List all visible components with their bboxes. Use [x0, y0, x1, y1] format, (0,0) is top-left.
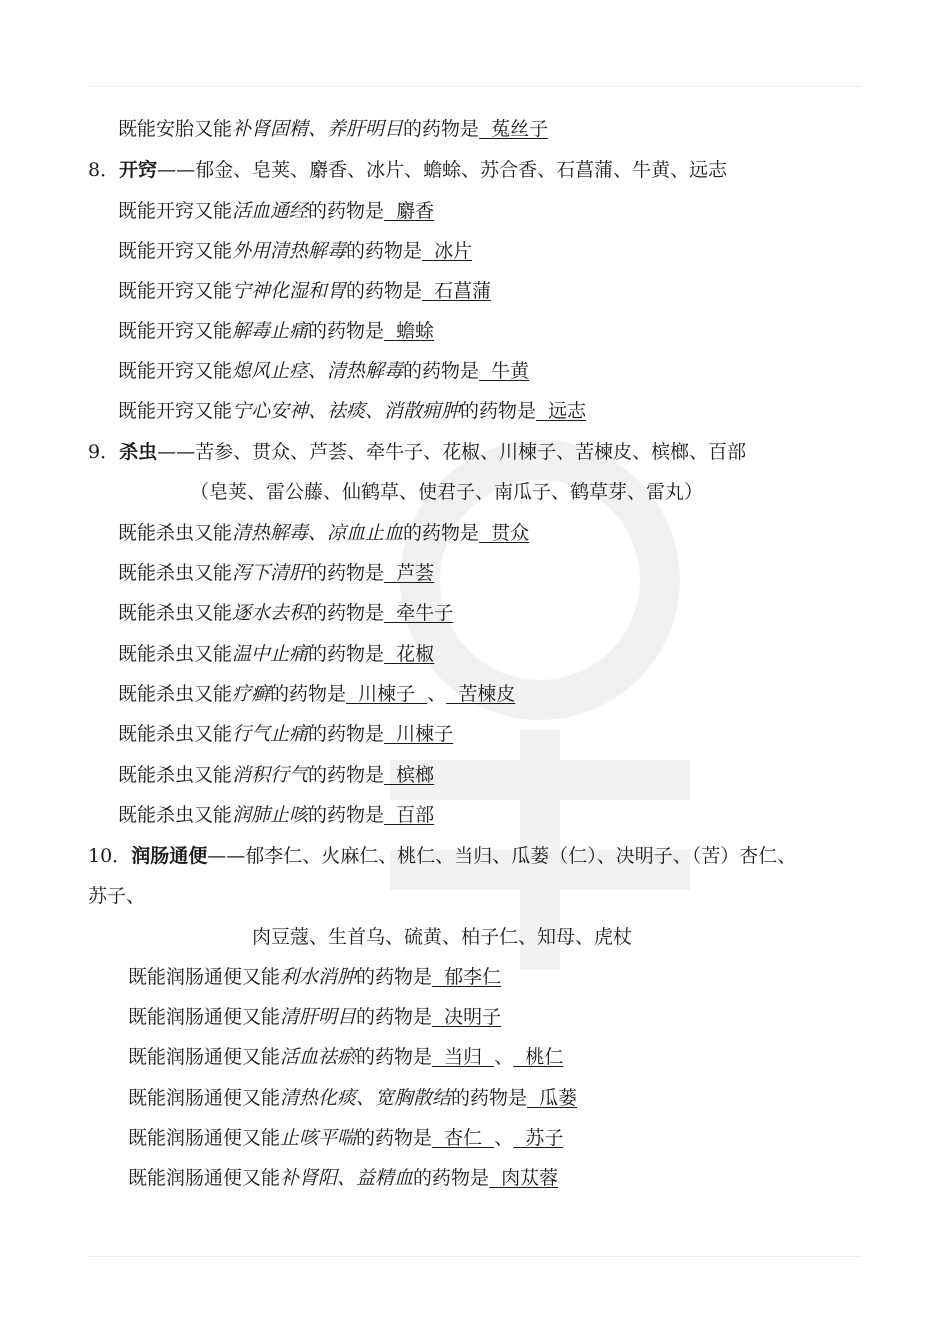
line-prefix: 既能杀虫又能: [118, 804, 233, 826]
line-answer: 花椒: [384, 643, 435, 665]
line-answer: 冰片: [422, 240, 473, 262]
continued-text: 苏子、: [88, 885, 146, 907]
line-effect: 泻下清肝: [232, 562, 309, 584]
line-answer: 川楝子: [346, 683, 428, 705]
line-effect: 宁心安神、祛痰、消散痈肿: [232, 400, 461, 422]
line-answer: 牵牛子: [384, 602, 454, 624]
line-effect: 疗癣: [232, 683, 271, 705]
question-line: [118, 358, 529, 384]
line-effect: 清肝明目: [280, 1006, 357, 1028]
line-answer-2: 桃仁: [513, 1046, 564, 1068]
line-prefix: 既能杀虫又能: [118, 522, 233, 544]
question-line: [128, 1165, 558, 1191]
section-title: 开窍: [119, 159, 158, 181]
line-mid: 的药物是: [356, 966, 433, 988]
question-line: [118, 762, 434, 788]
question-line: [118, 560, 434, 586]
section-list: ——郁李仁、火麻仁、桃仁、当归、瓜蒌（仁）、决明子、（苦）杏仁、: [207, 845, 797, 867]
question-line: [118, 721, 453, 747]
line-answer: 肉苁蓉: [489, 1167, 559, 1189]
line-prefix: 既能润肠通便又能: [128, 966, 281, 988]
line-mid: 的药物是: [346, 240, 423, 262]
line-answer: 远志: [536, 400, 587, 422]
question-line: [118, 641, 434, 667]
line-mid: 的药物是: [451, 1087, 528, 1109]
line-mid: 的药物是: [308, 562, 385, 584]
question-line: [128, 964, 501, 990]
line-answer-2: 苦楝皮: [446, 683, 516, 705]
line-prefix: 既能开窍又能: [118, 240, 233, 262]
line-effect: 熄风止痉、清热解毒: [232, 360, 404, 382]
section-list-continued: [88, 883, 145, 909]
question-line: [118, 600, 453, 626]
top-rule: [88, 86, 862, 87]
line-effect: 活血祛瘀: [280, 1046, 357, 1068]
line-answer: 决明子: [432, 1006, 502, 1028]
line-effect: 补肾阳、益精血: [280, 1167, 414, 1189]
line-prefix: 既能开窍又能: [118, 360, 233, 382]
bottom-rule: [88, 1256, 862, 1257]
question-line: [118, 198, 434, 224]
question-line: [118, 398, 586, 424]
line-mid: 的药物是: [346, 280, 423, 302]
line-prefix: 既能杀虫又能: [118, 643, 233, 665]
question-line: [128, 1125, 563, 1151]
line-prefix: 既能安胎又能: [118, 118, 233, 140]
line-mid: 的药物是: [270, 683, 347, 705]
line-mid: 的药物是: [308, 804, 385, 826]
line-answer: 郁李仁: [432, 966, 502, 988]
section-number: 8．: [88, 159, 120, 181]
line-prefix: 既能杀虫又能: [118, 723, 233, 745]
line-prefix: 既能开窍又能: [118, 200, 233, 222]
line-answer: 贯众: [479, 522, 530, 544]
line-prefix: 既能润肠通便又能: [128, 1167, 281, 1189]
line-answer: 杏仁: [432, 1127, 495, 1149]
line-effect: 补肾固精、养肝明目: [232, 118, 404, 140]
line-prefix: 既能杀虫又能: [118, 602, 233, 624]
section-extra-list: [190, 479, 703, 505]
line-answer: 当归: [432, 1046, 495, 1068]
section-heading: [88, 843, 796, 869]
section-list: ——苦参、贯众、芦荟、牵牛子、花椒、川楝子、苦楝皮、槟榔、百部: [157, 441, 747, 463]
answer-separator: 、: [494, 1127, 514, 1149]
line-answer: 芦荟: [384, 562, 435, 584]
line-effect: 润肺止咳: [232, 804, 309, 826]
line-mid: 的药物是: [356, 1046, 433, 1068]
line-effect: 解毒止痛: [232, 320, 309, 342]
question-line: [118, 802, 434, 828]
line-answer: 石菖蒲: [422, 280, 492, 302]
section-title: 杀虫: [119, 441, 158, 463]
section-number: 10．: [88, 845, 132, 867]
question-line: [118, 278, 491, 304]
section-number: 9．: [88, 441, 120, 463]
line-prefix: 既能润肠通便又能: [128, 1006, 281, 1028]
line-effect: 消积行气: [232, 764, 309, 786]
line-prefix: 既能杀虫又能: [118, 683, 233, 705]
line-mid: 的药物是: [308, 320, 385, 342]
line-answer: 牛黄: [479, 360, 530, 382]
question-line: [128, 1004, 501, 1030]
line-answer: 川楝子: [384, 723, 454, 745]
line-answer-2: 苏子: [513, 1127, 564, 1149]
line-effect: 活血通经: [232, 200, 309, 222]
answer-separator: 、: [427, 683, 447, 705]
extra-list-text: （皂荚、雷公藤、仙鹤草、使君子、南瓜子、鹤草芽、雷丸）: [190, 481, 704, 503]
line-answer: 瓜蒌: [527, 1087, 578, 1109]
line-effect: 清热解毒、凉血止血: [232, 522, 404, 544]
question-line: [128, 1044, 563, 1070]
question-line: [118, 116, 548, 142]
section-extra-list: [252, 924, 632, 950]
line-mid: 的药物是: [413, 1167, 490, 1189]
line-effect: 止咳平喘: [280, 1127, 357, 1149]
answer-separator: 、: [494, 1046, 514, 1068]
question-line: [128, 1085, 577, 1111]
line-prefix: 既能润肠通便又能: [128, 1127, 281, 1149]
line-effect: 清热化痰、宽胸散结: [280, 1087, 452, 1109]
line-prefix: 既能杀虫又能: [118, 562, 233, 584]
line-mid: 的药物是: [308, 602, 385, 624]
line-mid: 的药物是: [403, 522, 480, 544]
line-mid: 的药物是: [356, 1006, 433, 1028]
question-line: [118, 318, 434, 344]
question-line: [118, 681, 515, 707]
line-prefix: 既能杀虫又能: [118, 764, 233, 786]
line-mid: 的药物是: [308, 723, 385, 745]
line-mid: 的药物是: [308, 643, 385, 665]
line-effect: 逐水去积: [232, 602, 309, 624]
line-answer: 麝香: [384, 200, 435, 222]
line-answer: 百部: [384, 804, 435, 826]
section-title: 润肠通便: [131, 845, 208, 867]
line-effect: 利水消肿: [280, 966, 357, 988]
line-answer: 蟾蜍: [384, 320, 435, 342]
line-mid: 的药物是: [403, 360, 480, 382]
extra-list-text: 肉豆蔻、生首乌、硫黄、柏子仁、知母、虎杖: [252, 926, 633, 948]
line-effect: 温中止痛: [232, 643, 309, 665]
line-answer: 槟榔: [384, 764, 435, 786]
line-mid: 的药物是: [356, 1127, 433, 1149]
line-prefix: 既能开窍又能: [118, 280, 233, 302]
section-heading: [88, 439, 746, 465]
question-line: [118, 238, 472, 264]
line-mid: 的药物是: [460, 400, 537, 422]
question-line: [118, 520, 529, 546]
line-mid: 的药物是: [308, 200, 385, 222]
line-mid: 的药物是: [308, 764, 385, 786]
line-answer: 菟丝子: [479, 118, 549, 140]
line-mid: 的药物是: [403, 118, 480, 140]
line-prefix: 既能润肠通便又能: [128, 1046, 281, 1068]
line-prefix: 既能开窍又能: [118, 400, 233, 422]
line-effect: 外用清热解毒: [232, 240, 347, 262]
section-heading: [88, 157, 727, 183]
line-prefix: 既能润肠通便又能: [128, 1087, 281, 1109]
section-list: ——郁金、皂荚、麝香、冰片、蟾蜍、苏合香、石菖蒲、牛黄、远志: [157, 159, 728, 181]
watermark-logo-icon: [330, 430, 750, 990]
line-effect: 行气止痛: [232, 723, 309, 745]
line-effect: 宁神化湿和胃: [232, 280, 347, 302]
line-prefix: 既能开窍又能: [118, 320, 233, 342]
